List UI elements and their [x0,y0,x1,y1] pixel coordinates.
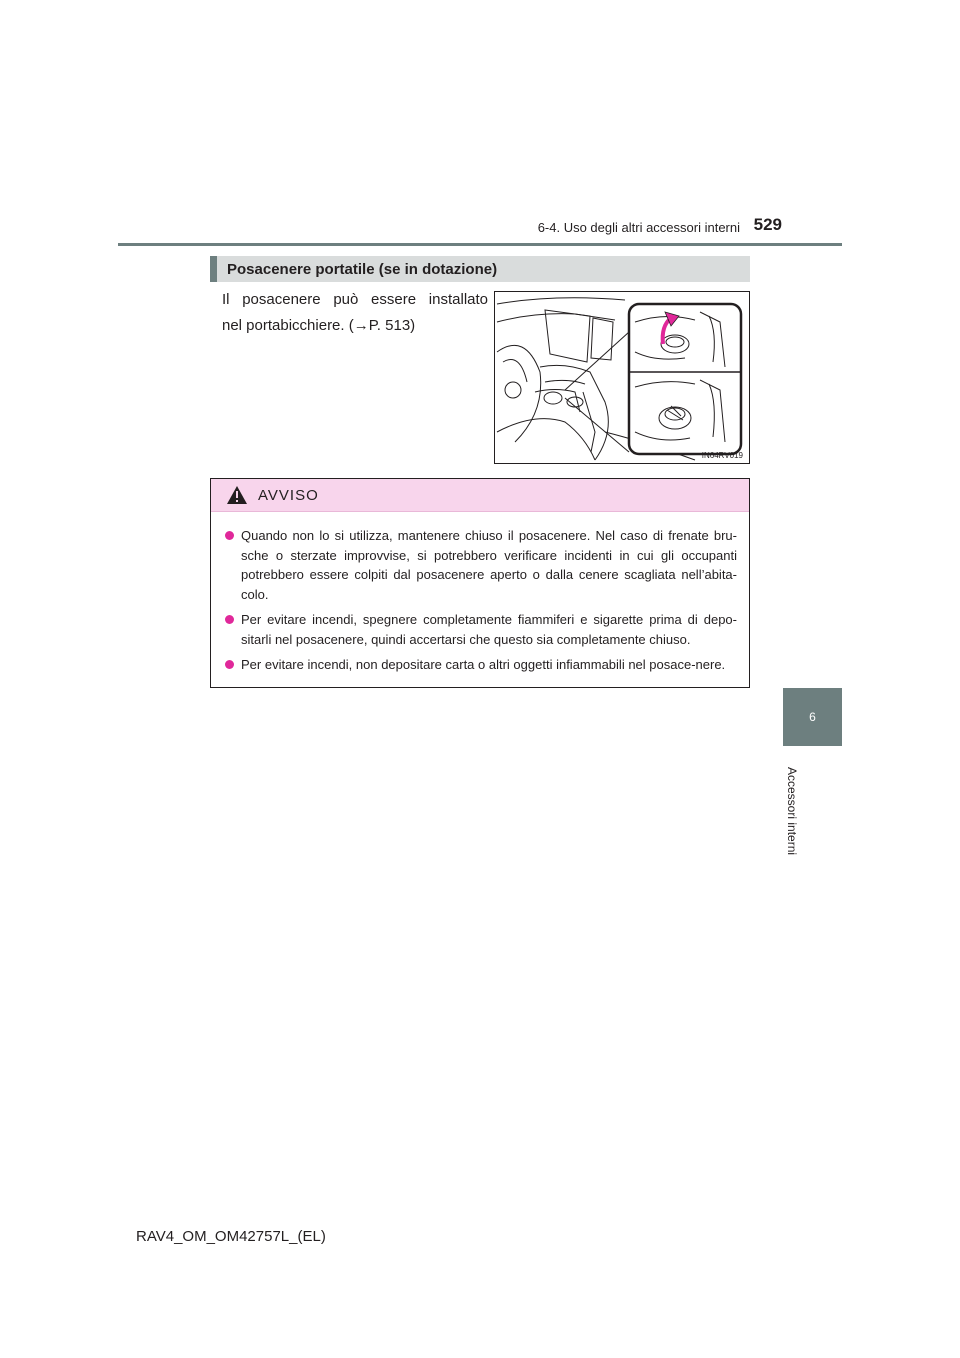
bullet-icon [225,615,234,624]
body-paragraph [222,287,488,339]
figure-code: IN64RV019 [701,451,743,460]
warning-item-text: Per evitare incendi, non depositare carta o altri oggetti infiammabili nel posace-nere. [241,657,726,672]
warning-item [225,526,737,604]
warning-header [211,479,749,512]
warning-item [225,655,737,675]
ashtray-illustration [494,291,750,464]
section-marker [210,256,217,282]
footer-document-code: RAV4_OM_OM42757L_(EL) [136,1228,326,1245]
bullet-icon [225,531,234,540]
section-heading [210,256,750,282]
warning-title: AVVISO [258,486,319,504]
dashboard-drawing [495,292,749,463]
warning-list [211,512,749,675]
chapter-label: Accessori interni [785,766,799,856]
header-divider [118,243,842,246]
header-section-title: 6-4. Uso degli altri accessori interni [537,220,740,235]
warning-triangle-icon [226,485,248,505]
warning-box [210,478,750,688]
body-line-1: Il posacenere può essere installato [222,291,488,308]
page-number: 529 [753,215,782,234]
warning-item-text: Quando non lo si utilizza, mantenere chiuso il posacenere. Nel caso di frenate bru-sche o sterzate improvvise, si potrebbero verificare incidenti in cui gli occupanti potrebbero essere colpiti dal posacenere aperto o dalla cenere scagliata nell’abita-colo. [241,528,737,602]
body-line-2: nel portabicchiere. (→P. 513) [222,317,416,334]
warning-item-text: Per evitare incendi, spegnere completamente fiammiferi e sigarette prima di depo-sitarli nel posacenere, quindi accertarsi che questo sia completamente chiuso. [241,612,737,647]
bullet-icon [225,660,234,669]
section-title: Posacenere portatile (se in dotazione) [227,260,498,278]
chapter-tab: 6 [783,688,842,746]
warning-item [225,610,737,649]
